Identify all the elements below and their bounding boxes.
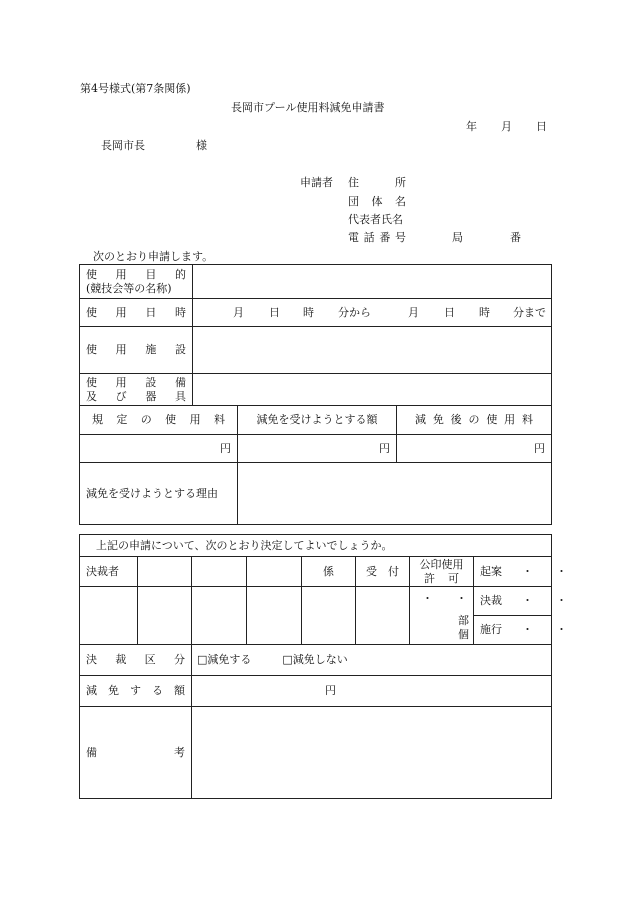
representative-label: 代表者氏名 [348, 213, 403, 226]
amount-label: 減 免 す る 額 [80, 676, 192, 707]
purpose-input[interactable] [193, 265, 552, 299]
phone-label: 電 話 番 号 [348, 231, 406, 244]
decision-table [79, 534, 567, 799]
fee-header-row [80, 406, 552, 435]
stamp-cell-2[interactable] [192, 587, 247, 645]
facility-label: 使 用 施 設 [80, 327, 193, 374]
approver-cell-1[interactable] [138, 557, 192, 587]
address-label: 住 所 [348, 176, 406, 189]
form-title: 長岡市プール使用料減免申請書 [231, 101, 385, 114]
reason-label: 減免を受けようとする理由 [80, 463, 238, 525]
date-year: 年 [466, 120, 477, 133]
approver-cell-2[interactable] [192, 557, 247, 587]
decision-row [80, 645, 552, 676]
fee-value-row [80, 435, 552, 463]
uketsuke-label: 受 付 [356, 557, 410, 587]
seal-permit-cell[interactable]: ・ ・ 部 個 [410, 587, 474, 645]
no-reduce-option[interactable]: □減免しない [282, 653, 348, 667]
decision-options [192, 645, 552, 676]
reduce-option[interactable]: □減免する [197, 653, 252, 667]
after-fee-header: 減 免 後 の 使 用 料 [397, 406, 552, 435]
stamp-cell-3[interactable] [247, 587, 302, 645]
kian-cell[interactable]: 起案 ・ ・ [474, 557, 552, 587]
seal-usage-label: 公印使用 許 可 [410, 557, 474, 587]
reduction-amount-input[interactable]: 円 [238, 435, 397, 463]
decision-question: 上記の申請について、次のとおり決定してよいでしょうか。 [80, 535, 552, 557]
phone-ban: 番 [510, 231, 521, 244]
regular-fee-header: 規 定 の 使 用 料 [80, 406, 238, 435]
purpose-row [80, 265, 552, 299]
intro-text: 次のとおり申請します。 [93, 250, 214, 263]
question-row [80, 535, 552, 557]
stamp-cell-1[interactable] [138, 587, 192, 645]
shiko-cell[interactable]: 施行 ・ ・ [474, 616, 552, 645]
approver-label: 決裁者 [80, 557, 138, 587]
addressee-name: 長岡市長 [101, 139, 145, 152]
form-number: 第4号様式(第7条関係) [80, 82, 191, 95]
uketsuke-stamp[interactable] [356, 587, 410, 645]
remarks-input[interactable] [192, 707, 552, 799]
date-month: 月 [501, 120, 512, 133]
equipment-label: 使 用 設 備 及 び 器 具 [80, 374, 193, 406]
reduction-amount-header: 減免を受けようとする額 [238, 406, 397, 435]
phone-kyoku: 局 [452, 231, 463, 244]
reason-input[interactable] [238, 463, 552, 525]
purpose-label: 使 用 目 的 (競技会等の名称) [80, 265, 193, 299]
application-table [79, 264, 552, 525]
equipment-row [80, 374, 552, 406]
reason-row [80, 463, 552, 525]
facility-input[interactable] [193, 327, 552, 374]
approval-row-1 [80, 587, 552, 616]
amount-row [80, 676, 552, 707]
kessai-cell[interactable]: 決裁 ・ ・ [474, 587, 552, 616]
addressee-honorific: 様 [196, 139, 207, 152]
remarks-label: 備 考 [80, 707, 192, 799]
kakari-label: 係 [302, 557, 356, 587]
organization-label: 団 体 名 [348, 195, 406, 208]
datetime-row [80, 299, 552, 327]
date-day: 日 [536, 120, 547, 133]
approval-header-row [80, 557, 552, 587]
kakari-stamp[interactable] [302, 587, 356, 645]
approver-blank[interactable] [80, 587, 138, 645]
regular-fee-input[interactable]: 円 [80, 435, 238, 463]
datetime-input[interactable]: 月 日 時 分から 月 日 時 分まで [193, 299, 552, 327]
remarks-row [80, 707, 552, 799]
approver-cell-3[interactable] [247, 557, 302, 587]
amount-input[interactable]: 円 [192, 676, 552, 707]
equipment-input[interactable] [193, 374, 552, 406]
facility-row [80, 327, 552, 374]
decision-label: 決 裁 区 分 [80, 645, 192, 676]
datetime-label: 使 用 日 時 [80, 299, 193, 327]
applicant-label: 申請者 [300, 176, 333, 189]
after-fee-input[interactable]: 円 [397, 435, 552, 463]
